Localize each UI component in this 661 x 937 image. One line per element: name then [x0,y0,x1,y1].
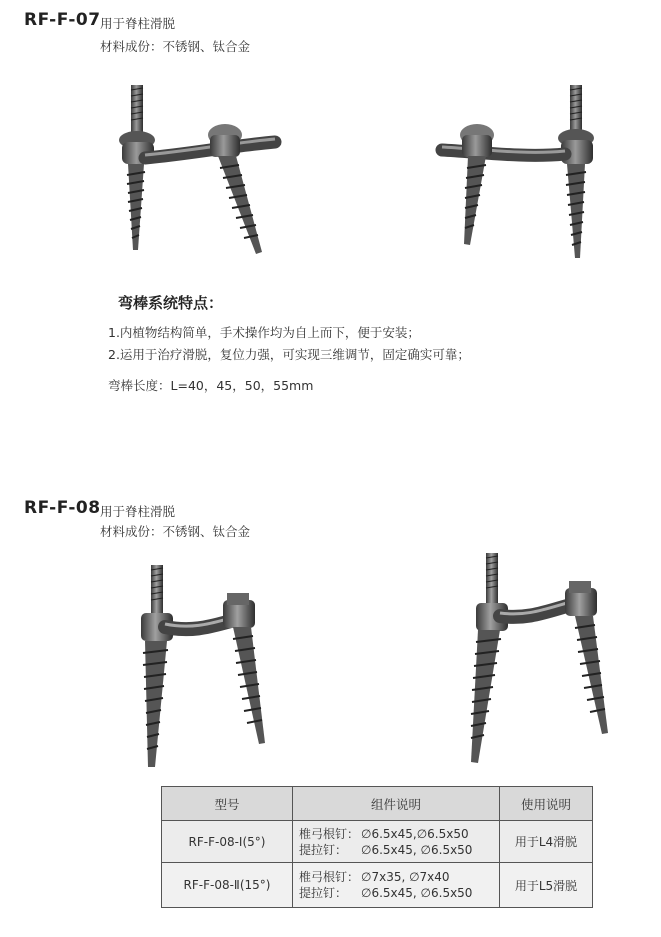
header-components: 组件说明 [293,787,500,821]
table-header-row [162,787,593,821]
component-value: ∅7x35, ∅7x40 [361,870,450,884]
table-row [162,863,593,908]
table-row [162,821,593,863]
usage-cell: 用于L5滑脱 [500,863,593,908]
product-code-rf-f-07: RF-F-07 [24,10,101,30]
component-value: ∅6.5x45, ∅6.5x50 [361,886,473,900]
rod-length: 弯棒长度：L=40，45，50，55mm [108,378,314,393]
material-2: 材料成份：不锈钢、钛合金 [100,524,251,539]
components-cell [293,863,500,908]
header-model: 型号 [162,787,293,821]
implant-rf-f-08-right-image [450,548,620,773]
component-value: ∅6.5x45, ∅6.5x50 [361,842,473,857]
header-usage: 使用说明 [500,787,593,821]
feature-1: 1.内植物结构简单，手术操作均为自上而下，便于安装； [108,325,420,340]
product-use-1: 用于脊柱滑脱 [100,16,176,31]
usage-cell: 用于L4滑脱 [500,821,593,863]
product-use-2: 用于脊柱滑脱 [100,504,176,519]
model-cell: RF-F-08-Ⅰ(5°) [162,821,293,863]
implant-rf-f-07-right-image [430,80,620,270]
spec-table [161,786,593,908]
material-1: 材料成份：不锈钢、钛合金 [100,39,251,54]
model-cell: RF-F-08-Ⅱ(15°) [162,863,293,908]
component-label: 提拉钉： [299,886,348,900]
component-label: 椎弓根钉： [299,826,360,841]
product-code-rf-f-08: RF-F-08 [24,498,101,518]
feature-2: 2.运用于治疗滑脱，复位力强，可实现三维调节，固定确实可靠； [108,347,470,362]
components-cell [293,821,500,863]
component-value: ∅6.5x45,∅6.5x50 [361,826,469,841]
features-title: 弯棒系统特点： [118,294,224,312]
implant-rf-f-07-left-image [100,80,310,270]
component-label: 椎弓根钉： [299,870,360,884]
implant-rf-f-08-left-image [115,555,280,780]
component-label: 提拉钉： [299,842,348,857]
